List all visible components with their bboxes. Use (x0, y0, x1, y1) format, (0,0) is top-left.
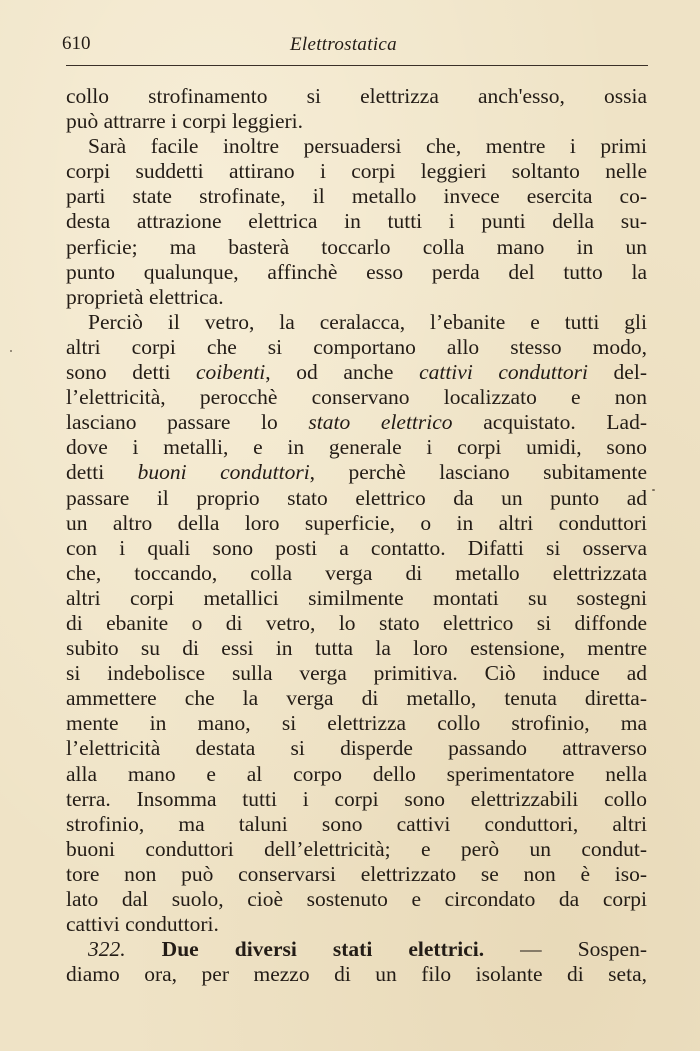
text-line (66, 561, 647, 586)
text-run: l’elettricità, perocchè conservano localizzato e non (66, 385, 647, 410)
text-run: alla mano e al corpo dello sperimentatore nella (66, 761, 647, 786)
paper-speck (652, 489, 655, 491)
text-run: che, toccando, colla verga di metallo elettrizzata (66, 560, 647, 585)
text-line (66, 260, 647, 285)
text-line (66, 285, 647, 310)
text-line (66, 410, 647, 435)
text-line (66, 912, 647, 937)
text-run: buoni conduttori dell’elettricità; e però un condut- (66, 836, 647, 861)
running-title: Elettrostatica (290, 34, 397, 55)
text-line (66, 209, 647, 234)
text-run: proprietà elettrica. (66, 284, 224, 309)
text-run: lato dal suolo, cioè sostenuto e circondato da corpi (66, 887, 647, 911)
text-line (66, 486, 647, 511)
page-header (62, 33, 647, 57)
section-lead: — Sospen- (484, 937, 648, 962)
text-run: dove i metalli, e in generale i corpi umidi, sono (66, 435, 647, 460)
section-paragraph (66, 937, 647, 987)
body-text (66, 84, 647, 987)
text-run: lasciano passare lo (66, 410, 309, 435)
text-line (66, 962, 647, 987)
text-run: collo strofinamento si elettrizza anch'esso, ossia (66, 84, 647, 108)
paragraph (66, 310, 647, 937)
text-line (66, 762, 647, 787)
section-number: 322. (88, 937, 162, 962)
page-number: 610 (62, 33, 91, 54)
text-line (66, 435, 647, 460)
italic-term: coibenti (196, 360, 266, 385)
text-line (66, 812, 647, 837)
italic-term: buoni conduttori (137, 460, 310, 485)
text-run: detti (66, 460, 138, 485)
text-run: cattivi conduttori. (66, 912, 219, 937)
text-run: un altro della loro superficie, o in altri conduttori (66, 510, 647, 535)
text-run: di ebanite o di vetro, lo stato elettrico si diffonde (66, 610, 647, 635)
text-run: l’elettricità destata si disperde passando attraverso (66, 736, 647, 761)
text-line (66, 636, 647, 661)
text-run: del- (587, 360, 647, 385)
text-run: desta attrazione elettrica in tutti i punti della su- (66, 209, 647, 234)
paragraph (66, 134, 647, 310)
text-run: subito su di essi in tutta la loro estensione, mentre (66, 636, 647, 661)
text-line (66, 109, 647, 134)
section-title: Due diversi stati elettrici. (161, 937, 485, 962)
italic-term: stato elettrico (308, 410, 453, 435)
italic-term: cattivi conduttori (419, 360, 588, 385)
text-line (66, 686, 647, 711)
text-line (66, 184, 647, 209)
text-run: con i quali sono posti a contatto. Difatti si osserva (66, 535, 647, 560)
text-line (66, 611, 647, 636)
text-line (66, 711, 647, 736)
text-line (66, 310, 647, 335)
text-run: ammettere che la verga di metallo, tenuta diretta- (66, 686, 647, 711)
text-run: tore non può conservarsi elettrizzato se non è iso- (66, 861, 647, 886)
text-run: passare il proprio stato elettrico da un punto ad (66, 485, 647, 510)
text-line (66, 837, 647, 862)
text-line (66, 360, 647, 385)
text-line (66, 787, 647, 812)
text-run: può attrarre i corpi leggieri. (66, 109, 303, 134)
text-line (66, 335, 647, 360)
text-line (66, 385, 647, 410)
text-line (66, 235, 647, 260)
text-run: si indebolisce sulla verga primitiva. Ciò induce ad (66, 661, 647, 686)
text-run: Perciò il vetro, la ceralacca, l’ebanite e tutti gli (88, 309, 647, 334)
text-run: mente in mano, si elettrizza collo strofinio, ma (66, 711, 647, 736)
text-run: sono detti (66, 360, 197, 385)
text-line (66, 937, 647, 962)
text-line (66, 887, 647, 912)
header-rule (66, 65, 648, 66)
paper-speck (10, 350, 12, 352)
text-run: corpi suddetti attirano i corpi leggieri soltanto nelle (66, 159, 647, 184)
text-run: punto qualunque, affinchè esso perda del tutto la (66, 259, 647, 284)
paragraph (66, 84, 647, 134)
text-run: strofinio, ma taluni sono cattivi conduttori, altri (66, 811, 647, 836)
text-line (66, 460, 647, 485)
text-line (66, 736, 647, 761)
text-line (66, 134, 647, 159)
text-line (66, 862, 647, 887)
text-line (66, 511, 647, 536)
text-run: parti state strofinate, il metallo invece esercita co- (66, 184, 647, 209)
text-run: Sarà facile inoltre persuadersi che, mentre i primi (88, 134, 647, 159)
text-run: altri corpi che si comportano allo stesso modo, (66, 334, 647, 359)
text-run: , od anche (265, 360, 420, 385)
text-run: altri corpi metallici similmente montati su sostegni (66, 585, 647, 610)
text-line (66, 159, 647, 184)
text-run: , perchè lasciano subitamente (309, 460, 647, 485)
text-run: terra. Insomma tutti i corpi sono elettrizzabili collo (66, 786, 647, 811)
text-line (66, 84, 647, 109)
text-run: diamo ora, per mezzo di un filo isolante di seta, (66, 962, 647, 987)
text-run: perficie; ma basterà toccarlo colla mano in un (66, 234, 647, 259)
text-run: acquistato. Lad- (452, 410, 647, 435)
text-line (66, 586, 647, 611)
text-line (66, 536, 647, 561)
text-line (66, 661, 647, 686)
